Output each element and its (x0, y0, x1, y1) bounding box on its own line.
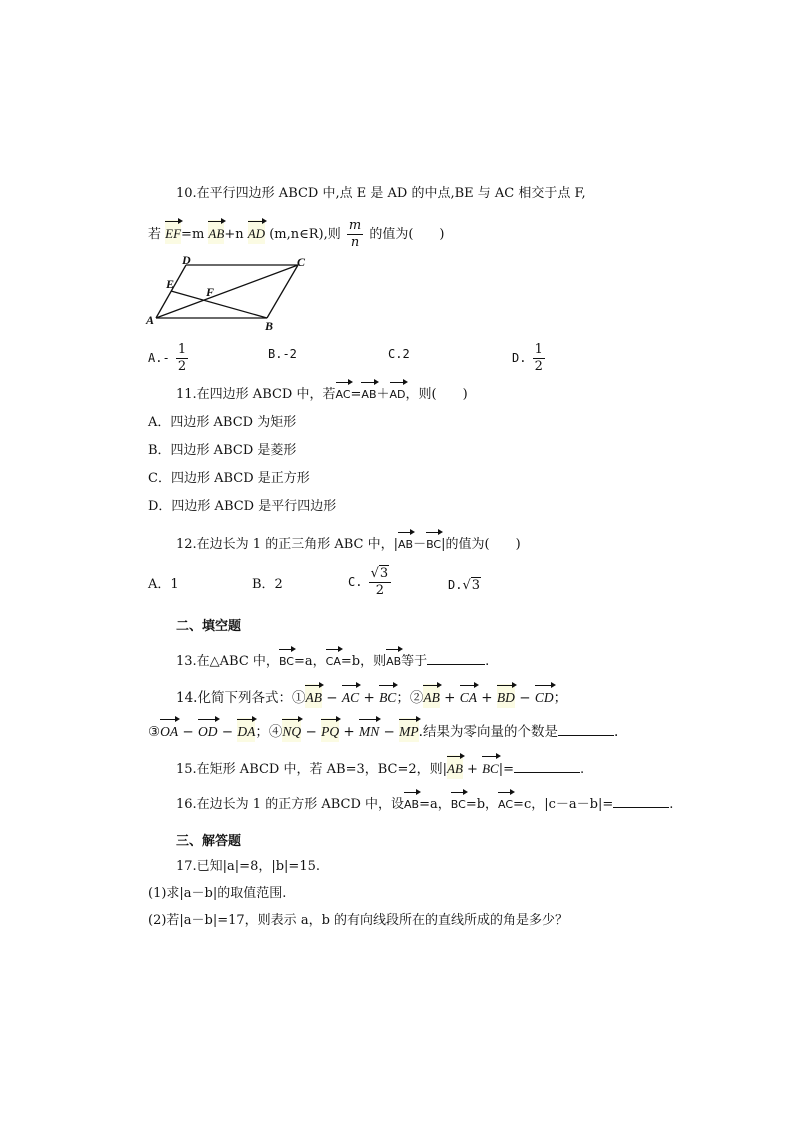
label-d: D (182, 253, 191, 267)
q16-stem (176, 791, 673, 815)
q12-option-c-fraction (369, 566, 392, 599)
q10-option-d-den: 2 (534, 359, 543, 374)
q15-stem (176, 755, 584, 780)
q13-mid1: =a， (293, 654, 326, 669)
q14-sep3: ；④ (255, 724, 283, 740)
q13-mid2: =b，则 (340, 654, 387, 669)
q16-m1: =a， (419, 797, 451, 812)
q12-option-c (348, 566, 393, 599)
q11-option-a: A．四边形 ABCD 为矩形 (148, 415, 297, 430)
q10-eq-m: =m (181, 227, 205, 242)
q14-op1: − (321, 690, 342, 706)
vector-bd: BD (497, 684, 515, 708)
q14-sep1: ；② (396, 690, 424, 706)
q14-op5: − (514, 690, 535, 706)
q15-op: + (462, 762, 483, 777)
vector-mp: MP (399, 718, 419, 742)
q12-option-c-num: √3 (369, 566, 392, 583)
q12-option-b: B．2 (252, 577, 283, 592)
q14-op3: + (439, 690, 460, 706)
q14-line2-pre: ③ (148, 724, 161, 740)
q10-condition: (m,n∈R),则 (269, 227, 341, 242)
vector-ca: CA (326, 648, 341, 672)
vector-ac: AC (342, 684, 359, 708)
label-f: F (206, 285, 215, 299)
vector-ca: CA (460, 684, 477, 708)
q10-option-d-num: 1 (534, 342, 543, 357)
vector-ad: AD (248, 220, 265, 244)
vector-ab: AB (398, 531, 413, 555)
q13-pre: 13.在△ABC 中， (176, 654, 279, 669)
q12-option-d-radicand: 3 (471, 578, 481, 593)
q10-option-d-prefix: D. (512, 351, 527, 365)
q10-parallelogram-figure (140, 252, 320, 332)
q11-option-d: D．四边形 ABCD 是平行四边形 (148, 499, 337, 514)
q17-part2: (2)若|a－b|=17，则表示 a，b 的有向线段所在的直线所成的角是多少？ (148, 913, 569, 928)
q11-eq: = (350, 387, 362, 402)
edge-bc (267, 265, 298, 318)
q12-option-c-prefix: C. (348, 575, 363, 589)
q15-pre: 15.在矩形 ABCD 中，若 AB=3，BC=2，则| (176, 762, 448, 777)
vector-ac: AC (498, 791, 513, 815)
label-e: E (166, 277, 175, 291)
vector-mn: MN (359, 718, 379, 742)
q11-plus: ＋ (376, 387, 390, 402)
vector-ab: AB (447, 755, 463, 779)
section-answer-questions-heading: 三、解答题 (176, 834, 242, 849)
diagonal-ac (156, 265, 298, 318)
q11-stem (176, 381, 468, 405)
q15-end: . (579, 762, 585, 777)
vector-nq: NQ (282, 718, 301, 742)
q14-pre: 14.化简下列各式：① (176, 690, 306, 706)
vector-bc: BC (451, 791, 466, 815)
vector-bc: BC (482, 755, 499, 779)
q16-m3: =c，|c－a－b|= (513, 797, 614, 812)
q11-option-b: B．四边形 ABCD 是菱形 (148, 443, 297, 458)
q12-stem-pre: 12.在边长为 1 的正三角形 ABC 中，| (176, 537, 398, 552)
vector-cd: CD (535, 684, 554, 708)
q10-tail: 的值为( ) (369, 227, 445, 242)
vector-ab: AB (361, 381, 376, 405)
q14-sep2: ； (553, 690, 568, 706)
vector-ac: AC (336, 381, 351, 405)
q16-answer-blank[interactable] (613, 795, 669, 808)
section-fill-in-blank-heading: 二、填空题 (176, 619, 242, 634)
q12-option-c-radicand: 3 (379, 566, 389, 581)
q14-op8: − (301, 724, 322, 740)
vector-bc: BC (379, 684, 396, 708)
q15-answer-blank[interactable] (514, 760, 580, 773)
q10-option-c: C.2 (388, 347, 410, 361)
q10-option-a-fraction (176, 342, 188, 375)
q14-answer-blank[interactable] (558, 723, 614, 736)
q10-plus-n: +n (224, 227, 244, 242)
vector-ab: AB (208, 220, 224, 244)
q15-post: |= (498, 762, 514, 777)
q14-op6: − (178, 724, 199, 740)
q14-op4: + (477, 690, 497, 706)
q16-pre: 16.在边长为 1 的正方形 ABCD 中，设 (176, 797, 405, 812)
q14-op9: + (339, 724, 359, 740)
q12-option-a: A．1 (148, 577, 179, 592)
vector-oa: OA (160, 718, 178, 742)
q14-line2 (148, 718, 618, 742)
vector-ef: EF (165, 220, 181, 244)
q12-stem-post: |的值为( ) (441, 537, 521, 552)
label-b: B (265, 319, 274, 332)
q13-post: 等于 (401, 654, 428, 669)
vector-ab: AB (423, 684, 440, 708)
q10-option-d-fraction (533, 342, 545, 375)
vector-pq: PQ (321, 718, 339, 742)
vector-bc: BC (426, 531, 441, 555)
q12-minus: － (413, 537, 427, 552)
q10-fraction-m-over-n (347, 218, 363, 251)
q10-frac-den: n (350, 235, 360, 250)
q10-option-d (512, 342, 547, 375)
q14-op10: − (379, 724, 400, 740)
q13-end: . (485, 654, 490, 669)
q17-stem: 17.已知|a|=8，|b|=15. (176, 859, 320, 874)
q12-option-d-prefix: D. (448, 578, 463, 592)
q16-end: . (669, 797, 674, 812)
q10-option-a (148, 342, 190, 375)
q17-part1: (1)求|a－b|的取值范围. (148, 886, 287, 901)
vector-da: DA (237, 718, 255, 742)
q10-frac-num: m (348, 218, 362, 233)
vector-ab: AB (386, 648, 401, 672)
label-a: A (146, 313, 155, 327)
q11-stem-pre: 11.在四边形 ABCD 中，若 (176, 387, 336, 402)
vector-od: OD (198, 718, 218, 742)
q14-line1 (176, 684, 567, 708)
q10-prefix: 若 (148, 227, 162, 242)
q11-option-c: C．四边形 ABCD 是正方形 (148, 471, 310, 486)
q14-post: .结果为零向量的个数是 (418, 724, 558, 740)
label-c: C (297, 255, 306, 269)
vector-ab: AB (305, 684, 322, 708)
q13-stem (176, 648, 489, 672)
vector-bc: BC (279, 648, 294, 672)
q10-option-a-num: 1 (177, 342, 187, 357)
q13-answer-blank[interactable] (427, 652, 485, 665)
q10-option-a-den: 2 (177, 359, 187, 374)
q10-stem-line1: 10.在平行四边形 ABCD 中,点 E 是 AD 的中点,BE 与 AC 相交于点 F, (176, 186, 586, 201)
vector-ab: AB (404, 791, 419, 815)
vector-ad: AD (390, 381, 406, 405)
q16-m2: =b， (465, 797, 499, 812)
q10-option-a-prefix: A.- (148, 351, 170, 365)
q12-option-d: D.√3 (448, 578, 481, 593)
q14-op7: − (217, 724, 238, 740)
q10-stem-line2 (148, 218, 445, 251)
q14-op2: + (359, 690, 380, 706)
q12-stem (176, 531, 521, 555)
q10-option-b: B.-2 (268, 347, 297, 361)
q14-end: . (613, 724, 619, 740)
q11-stem-post: ，则( ) (405, 387, 468, 402)
q12-option-c-den: 2 (375, 583, 385, 598)
